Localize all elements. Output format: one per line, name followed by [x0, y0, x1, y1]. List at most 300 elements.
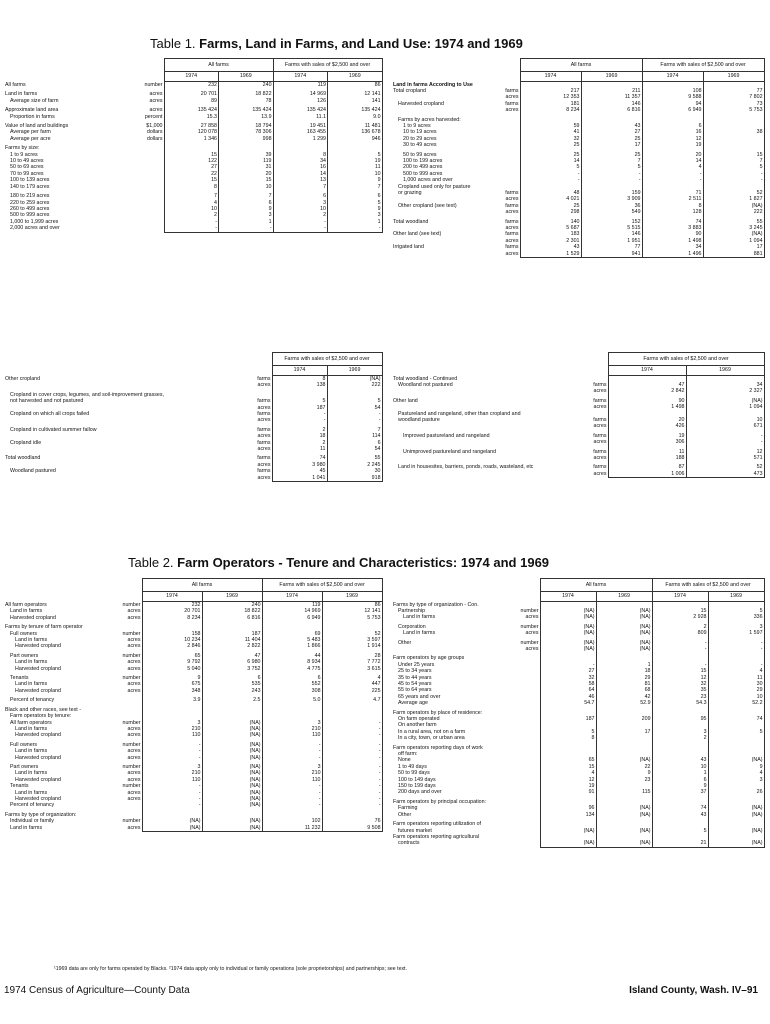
- header-blank: [512, 592, 540, 602]
- row-value: 7 802: [703, 94, 764, 100]
- row-value: 447: [322, 681, 382, 687]
- row-value: -: [328, 225, 383, 232]
- row-value: 110: [142, 777, 202, 783]
- row-value: -: [219, 225, 274, 232]
- row-label: 200 to 499 acres: [403, 164, 443, 171]
- row-label: Land in housesites, barriers, ponds, roads, wasteland, etc: [398, 464, 534, 471]
- row-value: 37: [652, 789, 708, 795]
- row-unit: acres: [593, 388, 607, 395]
- row-label: [4, 475, 244, 482]
- row-label: Other cropland (see text): [398, 202, 457, 209]
- row-unit: acres: [593, 439, 607, 446]
- row-value: 5: [540, 729, 596, 735]
- row-value: 5: [708, 729, 764, 735]
- row-value: 32: [540, 675, 596, 681]
- row-label: Total woodland: [5, 455, 41, 462]
- row-value: 30: [708, 681, 764, 687]
- row-value: 11 357: [581, 94, 642, 100]
- row-value: 3 245: [703, 225, 764, 231]
- row-value: 6 816: [202, 615, 262, 621]
- row-label: contracts: [398, 840, 420, 847]
- row-label: Farm operators by age groups: [393, 655, 465, 662]
- row-value: 6: [202, 675, 262, 681]
- table-row: [4, 225, 382, 232]
- row-value: 102: [262, 818, 322, 824]
- row-label: Farm operators by tenure:: [10, 713, 72, 720]
- row-label: Farm operators by place of residence:: [393, 709, 483, 716]
- row-value: 3: [708, 777, 764, 783]
- row-unit: farms: [593, 432, 607, 439]
- row-value: -: [642, 171, 703, 177]
- row-value: 1 094: [703, 238, 764, 244]
- row-unit: [134, 225, 164, 232]
- row-value: 74: [272, 455, 327, 461]
- row-value: 1 498: [642, 238, 703, 244]
- row-value: 6 816: [581, 107, 642, 113]
- row-value: 65: [142, 653, 202, 659]
- row-value: 17: [581, 142, 642, 148]
- row-value: 158: [142, 631, 202, 637]
- row-value: 2: [652, 624, 708, 630]
- row-value: 210: [262, 726, 322, 732]
- row-label: Total woodland: [393, 218, 429, 225]
- row-value: 55: [703, 219, 764, 225]
- row-label: 140 to 179 acres: [10, 183, 50, 190]
- row-value: 81: [596, 681, 652, 687]
- row-label: 20 to 29 acres: [403, 135, 437, 142]
- row-value: 96: [540, 805, 596, 811]
- header-blank: [580, 353, 608, 366]
- row-value: 8 934: [262, 659, 322, 665]
- row-value: 336: [708, 614, 764, 620]
- row-label: Other: [398, 811, 412, 818]
- row-value: 18 794: [219, 123, 274, 129]
- row-label: Irrigated land: [393, 244, 424, 251]
- row-value: 163 455: [273, 129, 328, 135]
- row-label: Approximate land area: [5, 107, 59, 114]
- row-value: 30: [327, 468, 382, 474]
- row-unit: acres: [127, 824, 141, 831]
- row-value: (NA): [596, 624, 652, 630]
- row-value: 298: [520, 209, 581, 215]
- row-value: 20: [608, 417, 686, 423]
- row-label: Land in farms: [15, 725, 48, 732]
- row-unit: number: [520, 623, 539, 630]
- table2-number: Table 2.: [128, 555, 174, 570]
- header-blank: [134, 72, 164, 82]
- row-value: -: [520, 177, 581, 183]
- row-value: 3: [142, 720, 202, 726]
- row-label: Land in farms: [15, 659, 48, 666]
- row-value: 2 301: [520, 238, 581, 244]
- row-value: (NA): [708, 828, 764, 834]
- row-unit: dollars: [146, 135, 163, 142]
- row-value: 135 424: [219, 107, 274, 113]
- row-label: Average size of farm: [10, 97, 59, 104]
- row-value: (NA): [686, 398, 764, 404]
- row-value: 152: [581, 219, 642, 225]
- row-unit: acres: [149, 91, 163, 98]
- row-label: 35 to 44 years: [398, 674, 432, 681]
- row-value: 58: [540, 681, 596, 687]
- row-value: 3: [708, 624, 764, 630]
- row-label: 70 to 99 acres: [10, 170, 44, 177]
- row-value: (NA): [202, 818, 262, 824]
- row-value: -: [327, 411, 382, 417]
- row-label: Unimproved pastureland and rangeland: [403, 448, 497, 455]
- row-value: 78: [219, 98, 274, 104]
- row-value: (NA): [540, 640, 596, 646]
- row-value: 119: [262, 602, 322, 609]
- row-unit: farms: [505, 190, 519, 196]
- row-label: 100 to 139 acres: [10, 177, 50, 184]
- row-label: 1,000 acres and over: [403, 177, 453, 184]
- header-year: 1969: [596, 592, 652, 602]
- row-value: 809: [652, 630, 708, 636]
- row-value: 71: [642, 190, 703, 196]
- row-value: 27: [581, 129, 642, 135]
- row-value: 55: [327, 455, 382, 461]
- row-value: 18 822: [219, 91, 274, 97]
- row-value: (NA): [540, 630, 596, 636]
- row-value: 69: [262, 631, 322, 637]
- row-value: 159: [581, 190, 642, 196]
- row-value: 10: [273, 206, 328, 212]
- row-unit: acres: [257, 417, 271, 424]
- header-blank: [244, 353, 272, 366]
- row-value: 1: [596, 662, 652, 668]
- row-unit: acres: [127, 776, 141, 783]
- row-value: 20: [642, 152, 703, 158]
- header-year: 1969: [202, 592, 262, 602]
- row-value: 22: [596, 764, 652, 770]
- row-value: 1: [328, 219, 383, 225]
- row-unit: acres: [257, 474, 271, 481]
- row-unit: [512, 840, 540, 847]
- row-value: 89: [164, 98, 219, 104]
- row-label: Improved pastureland and rangeland: [403, 432, 490, 439]
- row-value: 77: [703, 88, 764, 94]
- row-value: 77: [581, 244, 642, 250]
- row-value: 2 846: [142, 643, 202, 649]
- row-value: 3: [328, 212, 383, 218]
- row-label: Land in farms: [10, 824, 43, 831]
- header-blank: [492, 59, 520, 72]
- row-value: 19: [642, 142, 703, 148]
- row-label: Other cropland: [5, 375, 41, 382]
- row-unit: acres: [593, 454, 607, 461]
- row-unit: acres: [525, 645, 539, 652]
- row-value: 12: [686, 449, 764, 455]
- row-value: 2: [273, 212, 328, 218]
- row-value: -: [142, 802, 202, 808]
- row-value: 34: [273, 158, 328, 164]
- row-value: 7: [327, 427, 382, 433]
- row-value: (NA): [540, 614, 596, 620]
- row-value: (NA): [596, 828, 652, 834]
- row-value: 1 914: [322, 643, 382, 649]
- row-value: 115: [596, 789, 652, 795]
- row-value: 52: [703, 190, 764, 196]
- row-value: 23: [596, 777, 652, 783]
- row-value: 3 980: [272, 462, 327, 468]
- row-value: 308: [262, 688, 322, 694]
- row-unit: acres: [127, 795, 141, 802]
- row-value: 181: [520, 101, 581, 107]
- row-value: -: [262, 790, 322, 796]
- row-value: 3 909: [581, 196, 642, 202]
- row-unit: number: [144, 81, 163, 88]
- row-value: -: [708, 662, 764, 668]
- row-value: 22: [164, 171, 219, 177]
- row-value: 48: [520, 190, 581, 196]
- row-unit: farms: [593, 464, 607, 471]
- row-label: 50 to 99 days: [398, 770, 430, 777]
- row-unit: number: [122, 719, 141, 726]
- row-label: Land in farms: [15, 681, 48, 688]
- row-value: 47: [608, 382, 686, 388]
- row-value: 6: [262, 675, 322, 681]
- row-value: (NA): [540, 646, 596, 652]
- row-value: -: [581, 177, 642, 183]
- row-value: -: [262, 802, 322, 808]
- row-value: -: [703, 177, 764, 183]
- row-value: 35: [652, 687, 708, 693]
- row-label: Farming: [398, 805, 418, 812]
- row-value: 4: [708, 668, 764, 674]
- row-label: All farm operators: [10, 719, 52, 726]
- row-unit: farms: [593, 448, 607, 455]
- row-value: 10: [686, 417, 764, 423]
- row-label: Land in farms: [5, 91, 38, 98]
- row-unit: farms: [505, 244, 519, 251]
- row-value: 45: [272, 468, 327, 474]
- table-row: [4, 825, 382, 832]
- row-value: -: [520, 171, 581, 177]
- row-value: 15.3: [164, 114, 219, 120]
- row-value: (NA): [202, 732, 262, 738]
- row-value: -: [703, 171, 764, 177]
- row-value: 4: [164, 200, 219, 206]
- row-value: -: [142, 742, 202, 748]
- row-value: (NA): [596, 646, 652, 652]
- row-value: 2: [164, 212, 219, 218]
- table1-right: [392, 58, 765, 258]
- row-value: 52: [686, 464, 764, 470]
- row-value: -: [642, 177, 703, 183]
- row-value: 27: [164, 164, 219, 170]
- row-value: 15: [164, 177, 219, 183]
- row-value: -: [273, 225, 328, 232]
- row-value: (NA): [202, 742, 262, 748]
- row-value: 140: [520, 219, 581, 225]
- row-value: 6: [273, 193, 328, 199]
- row-value: 74: [642, 219, 703, 225]
- row-label: Harvested cropland: [15, 776, 61, 783]
- row-value: 14: [520, 158, 581, 164]
- header-year: 1969: [327, 366, 382, 376]
- row-value: (NA): [596, 614, 652, 620]
- row-value: 54: [327, 446, 382, 452]
- row-value: (NA): [596, 812, 652, 818]
- row-unit: number: [122, 741, 141, 748]
- header-year: 1974: [262, 592, 322, 602]
- row-value: (NA): [596, 640, 652, 646]
- row-unit: acres: [127, 681, 141, 688]
- row-value: 2 842: [608, 388, 686, 394]
- row-label: 55 to 64 years: [398, 687, 432, 694]
- row-value: -: [686, 433, 764, 439]
- row-value: 108: [642, 88, 703, 94]
- row-value: 18: [272, 433, 327, 439]
- row-value: 2: [652, 735, 708, 741]
- row-value: 8 234: [142, 615, 202, 621]
- row-unit: acres: [127, 732, 141, 739]
- row-value: 9: [142, 675, 202, 681]
- row-value: 5 515: [581, 225, 642, 231]
- row-value: (NA): [540, 828, 596, 834]
- row-value: 20 701: [142, 608, 202, 614]
- row-value: 19: [328, 158, 383, 164]
- row-unit: acres: [149, 97, 163, 104]
- row-label: Farms by size:: [5, 145, 40, 152]
- row-unit: number: [520, 639, 539, 646]
- row-unit: acres: [505, 94, 519, 101]
- row-value: (NA): [708, 805, 764, 811]
- table-row: [392, 251, 764, 258]
- row-value: 146: [581, 101, 642, 107]
- row-value: 19: [608, 433, 686, 439]
- row-value: 7: [273, 184, 328, 190]
- row-value: 7: [164, 193, 219, 199]
- row-value: 12: [540, 777, 596, 783]
- row-unit: number: [122, 601, 141, 608]
- row-value: -: [262, 783, 322, 789]
- row-label: 1 to 9 acres: [403, 122, 431, 129]
- row-value: 210: [142, 770, 202, 776]
- row-value: 1 866: [262, 643, 322, 649]
- row-unit: acres: [127, 665, 141, 672]
- table-row: [4, 602, 382, 609]
- row-value: 110: [142, 732, 202, 738]
- row-label: Full owners: [10, 741, 38, 748]
- row-value: 54.3: [652, 700, 708, 706]
- row-value: 3: [273, 200, 328, 206]
- header-blank: [580, 366, 608, 376]
- row-value: (NA): [703, 231, 764, 237]
- row-value: 19 451: [273, 123, 328, 129]
- table2-right: [392, 578, 765, 848]
- row-value: 210: [142, 726, 202, 732]
- row-value: -: [142, 796, 202, 802]
- row-value: 941: [581, 251, 642, 258]
- row-unit: acres: [505, 107, 519, 114]
- row-label: Harvested cropland: [15, 795, 61, 802]
- row-unit: farms: [257, 375, 271, 382]
- row-unit: acres: [505, 209, 519, 216]
- row-value: 210: [262, 770, 322, 776]
- header-blank: [392, 592, 512, 602]
- row-value: 3: [262, 720, 322, 726]
- row-unit: farms: [505, 218, 519, 225]
- row-unit: farms: [505, 87, 519, 94]
- row-value: 225: [322, 688, 382, 694]
- table2-footnote: ¹1969 data are only for farms operated by Blacks. ²1974 data apply only to individual or family operations (sole proprietorships) and partnerships; see text.: [54, 966, 407, 972]
- row-label: 10 to 49 acres: [10, 158, 44, 165]
- row-value: 25: [581, 136, 642, 142]
- row-unit: acres: [593, 423, 607, 430]
- row-value: 46: [540, 694, 596, 700]
- row-value: -: [142, 748, 202, 754]
- row-value: 10: [164, 206, 219, 212]
- row-value: (NA): [202, 748, 262, 754]
- row-value: (NA): [202, 802, 262, 808]
- header-blank: [112, 579, 142, 592]
- row-label: 10 to 19 acres: [403, 129, 437, 136]
- row-label: Value of land and buildings: [5, 123, 69, 130]
- row-unit: acres: [127, 659, 141, 666]
- row-value: 5 040: [142, 666, 202, 672]
- row-value: 11: [708, 675, 764, 681]
- row-unit: farms: [593, 397, 607, 404]
- row-value: (NA): [202, 720, 262, 726]
- row-value: 36: [581, 203, 642, 209]
- row-value: (NA): [202, 755, 262, 761]
- row-unit: acres: [593, 470, 607, 477]
- row-value: 25: [581, 152, 642, 158]
- row-unit: acres: [127, 643, 141, 650]
- row-value: 122: [164, 158, 219, 164]
- row-value: 8: [272, 376, 327, 383]
- row-value: 29: [708, 687, 764, 693]
- row-value: (NA): [596, 805, 652, 811]
- row-label: Land in farms: [15, 789, 48, 796]
- row-label: 100 to 149 days: [398, 776, 436, 783]
- row-value: (NA): [540, 608, 596, 614]
- row-value: -: [142, 755, 202, 761]
- table-row: [4, 376, 382, 383]
- row-value: 11: [328, 164, 383, 170]
- row-value: 3: [652, 729, 708, 735]
- row-value: (NA): [202, 783, 262, 789]
- row-label: futures market: [398, 827, 432, 834]
- row-value: -: [322, 726, 382, 732]
- row-value: 1 597: [708, 630, 764, 636]
- row-label: Land in farms: [403, 630, 436, 637]
- table1-heading: Farms, Land in Farms, and Land Use: 1974 and 1969: [199, 36, 523, 51]
- row-value: 6 949: [262, 615, 322, 621]
- row-value: 5: [652, 828, 708, 834]
- row-label: All farm operators: [5, 601, 47, 608]
- row-value: 44: [262, 653, 322, 659]
- row-label: Partnership: [398, 607, 426, 614]
- header-year: 1974: [273, 72, 328, 82]
- row-label: 200 days and over: [398, 789, 442, 796]
- row-value: 41: [520, 129, 581, 135]
- row-label: Average age: [398, 700, 428, 707]
- row-value: 11 481: [328, 123, 383, 129]
- row-unit: acres: [505, 237, 519, 244]
- row-value: 114: [327, 433, 382, 439]
- row-value: 95: [652, 716, 708, 722]
- row-value: 76: [322, 818, 382, 824]
- row-value: -: [164, 225, 219, 232]
- row-value: 47: [202, 653, 262, 659]
- row-value: 126: [273, 98, 328, 104]
- row-value: 348: [142, 688, 202, 694]
- header-year: 1969: [703, 72, 764, 82]
- row-unit: farms: [257, 411, 271, 418]
